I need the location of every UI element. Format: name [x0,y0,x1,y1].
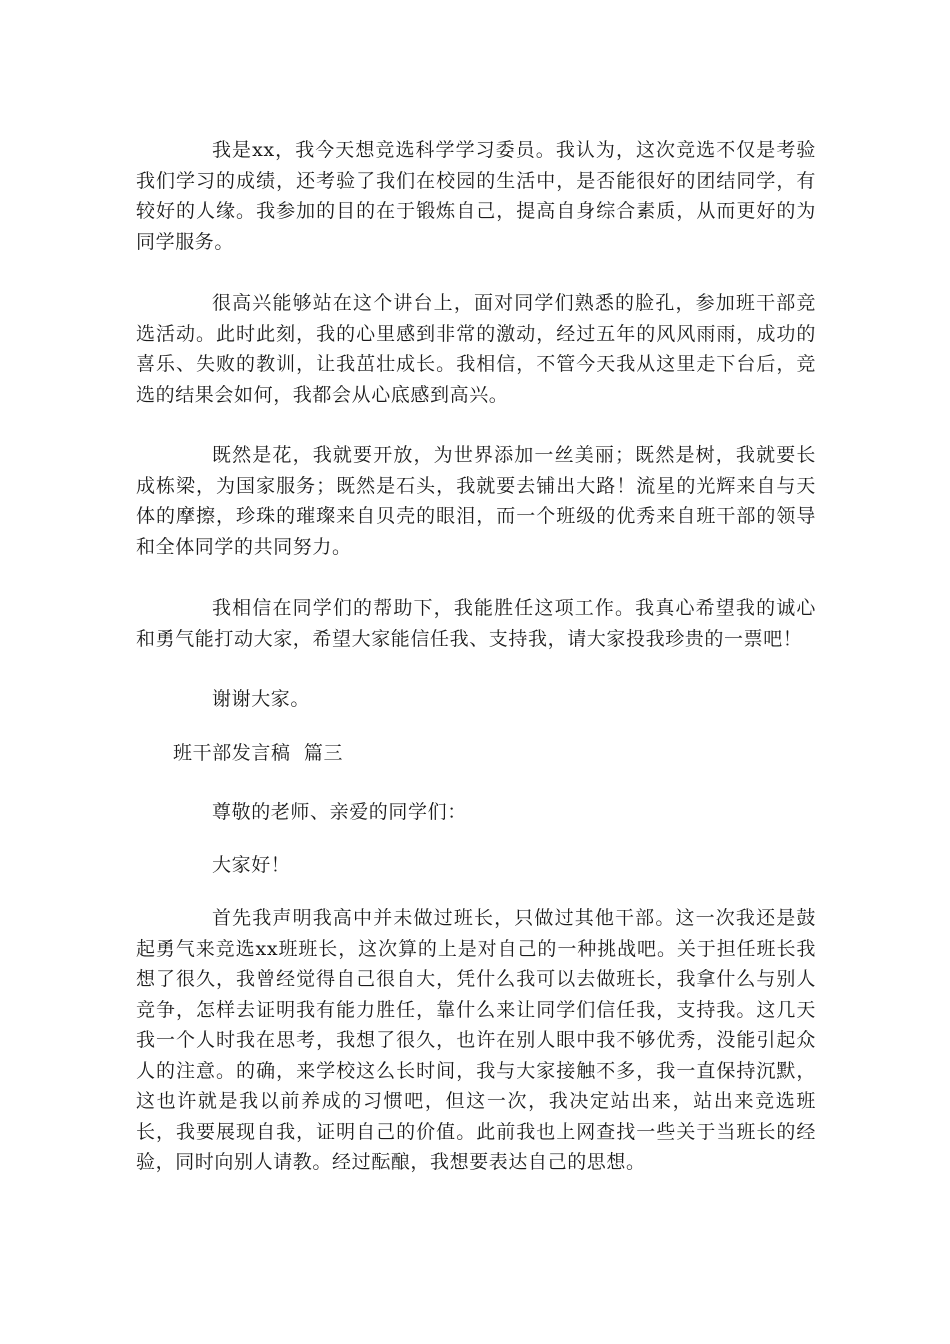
paragraph-class-monitor: 首先我声明我高中并未做过班长，只做过其他干部。这一次我还是鼓起勇气来竞选xx班班长，这次算的上是对自己的一种挑战吧。关于担任班长我想了很久，我曾经觉得自己很自大，凭什么我可以去做班长，我拿什么与别人竞争，怎样去证明我有能力胜任，靠什么来让同学们信任我，支持我。这几天我一个人时我在思考，我想了很久，也许在别人眼中我不够优秀，没能引起众人的注意。的确，来学校这么长时间，我与大家接触不多，我一直保持沉默，这也许就是我以前养成的习惯吧，但这一次，我决定站出来，站出来竞选班长，我要展现自我，证明自己的价值。此前我也上网查找一些关于当班长的经验，同时向别人请教。经过酝酿，我想要表达自己的思想。 [136,907,816,1173]
salutation: 尊敬的老师、亲爱的同学们： [212,801,467,823]
paragraph-belief: 我相信在同学们的帮助下，我能胜任这项工作。我真心希望我的诚心和勇气能打动大家，希望大家能信任我、支持我，请大家投我珍贵的一票吧！ [136,597,816,650]
greeting: 大家好！ [212,854,291,876]
paragraph-podium: 很高兴能够站在这个讲台上，面对同学们熟悉的脸孔，参加班干部竞选活动。此时此刻，我的心里感到非常的激动，经过五年的风风雨雨，成功的喜乐、失败的教训，让我茁壮成长。我相信，不管今天我从这里走下台后，竞选的结果会如何，我都会从心底感到高兴。 [136,292,816,406]
paragraph-metaphor: 既然是花，我就要开放，为世界添加一丝美丽；既然是树，我就要长成栋梁，为国家服务；既然是石头，我就要去铺出大路！流星的光辉来自与天体的摩擦，珍珠的璀璨来自贝壳的眼泪，而一个班级的优秀来自班干部的领导和全体同学的共同努力。 [136,444,816,558]
section-heading: 班干部发言稿 篇三 [173,742,344,764]
paragraph-thanks: 谢谢大家。 [212,688,311,710]
paragraph-candidacy-intro: 我是xx，我今天想竞选科学学习委员。我认为，这次竞选不仅是考验我们学习的成绩，还考验了我们在校园的生活中，是否能很好的团结同学，有较好的人缘。我参加的目的在于锻炼自己，提高自身综合素质，从而更好的为同学服务。 [136,139,816,253]
